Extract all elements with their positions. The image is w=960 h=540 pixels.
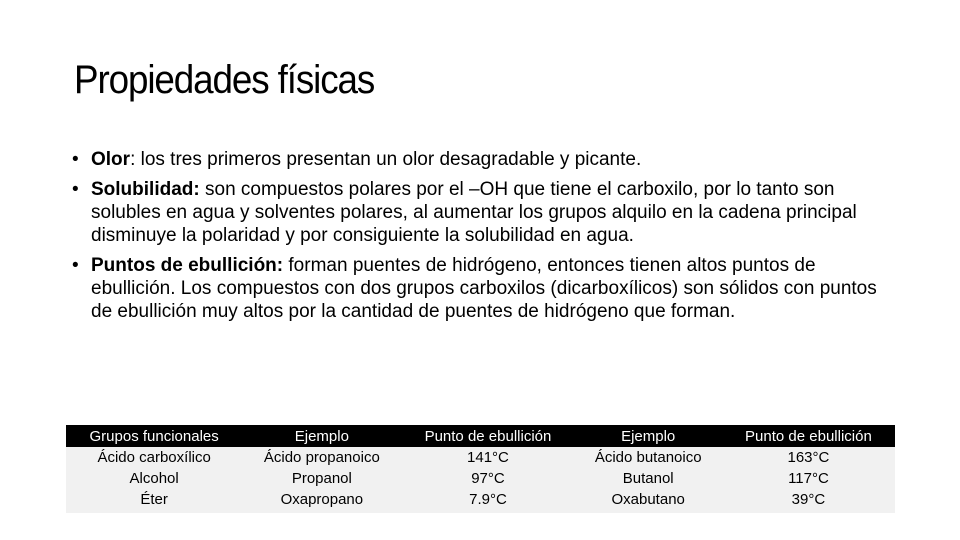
bullet-text: forman puentes de hidrógeno, entonces tienen altos puntos de ebullición. Los compuestos con dos grupos carboxilos (dicarboxílicos) son sólidos con puntos de ebullición muy altos por la cantidad de puentes de hidrógeno que forman.: [91, 255, 877, 322]
table-cell: Ácido butanoico: [575, 447, 722, 468]
table-cell: Butanol: [575, 468, 722, 489]
bullet-label: Olor: [91, 149, 131, 170]
table-cell: 7.9°C: [401, 489, 574, 513]
table-cell: Oxapropano: [242, 489, 401, 513]
bullet-marker: •: [72, 255, 79, 276]
table-cell: 97°C: [401, 468, 574, 489]
slide-title: Propiedades físicas: [74, 58, 375, 102]
table-cell: 117°C: [722, 468, 895, 489]
table-cell: Alcohol: [66, 468, 242, 489]
table-header-row: [66, 425, 895, 447]
bullet-text: : los tres primeros presentan un olor desagradable y picante.: [130, 149, 642, 170]
header-punto-ebullicion: Punto de ebullición: [401, 425, 574, 447]
table-cell: Ácido carboxílico: [66, 447, 242, 468]
bullet-olor: [72, 148, 892, 171]
table-row: [66, 489, 895, 513]
table-cell: 141°C: [401, 447, 574, 468]
table-cell: Ácido propanoico: [242, 447, 401, 468]
table-cell: Éter: [66, 489, 242, 513]
boiling-point-table: [66, 425, 895, 513]
header-ejemplo: Ejemplo: [575, 425, 722, 447]
bullet-list: [72, 148, 892, 330]
bullet-marker: •: [72, 149, 79, 170]
table-cell: 39°C: [722, 489, 895, 513]
table-row: [66, 447, 895, 468]
bullet-solubilidad: [72, 178, 892, 247]
table-row: [66, 468, 895, 489]
bullet-puntos-ebullicion: [72, 254, 892, 323]
header-punto-ebullicion: Punto de ebullición: [722, 425, 895, 447]
header-ejemplo: Ejemplo: [242, 425, 401, 447]
bullet-text: son compuestos polares por el –OH que tiene el carboxilo, por lo tanto son solubles en agua y solventes polares, al aumentar los grupos alquilo en la cadena principal disminuye la polaridad y por consiguiente la solubilidad en agua.: [91, 179, 857, 246]
bullet-label: Puntos de ebullición:: [91, 255, 284, 276]
bullet-marker: •: [72, 179, 79, 200]
bullet-label: Solubilidad:: [91, 179, 200, 200]
table-cell: Oxabutano: [575, 489, 722, 513]
table-cell: 163°C: [722, 447, 895, 468]
header-grupos-funcionales: Grupos funcionales: [66, 425, 242, 447]
table-cell: Propanol: [242, 468, 401, 489]
